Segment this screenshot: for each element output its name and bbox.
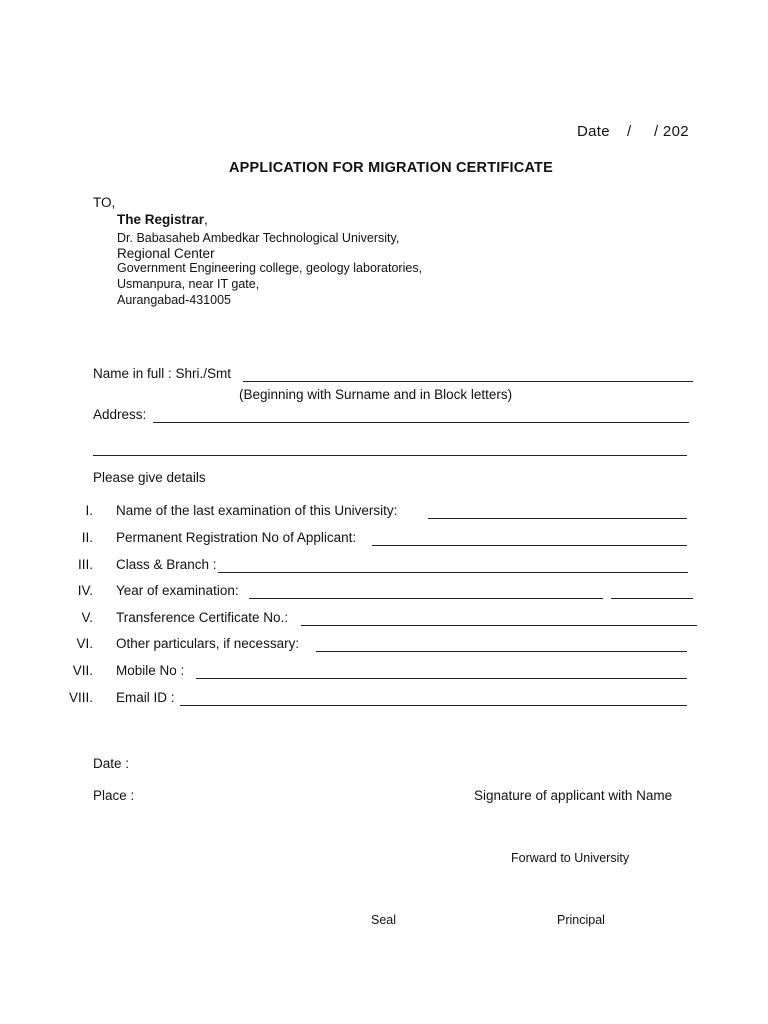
address-line-5: Aurangabad-431005	[117, 293, 231, 307]
forward-label: Forward to University	[511, 851, 630, 865]
registrar-title: The Registrar	[117, 212, 205, 227]
registrar-line	[117, 212, 208, 227]
email-label: Email ID :	[116, 690, 175, 705]
tc-number-field[interactable]	[301, 625, 697, 626]
registrar-comma: ,	[204, 212, 208, 227]
signature-label: Signature of applicant with Name	[474, 788, 673, 803]
name-field[interactable]	[243, 381, 693, 382]
name-hint: (Beginning with Surname and in Block letters)	[239, 387, 513, 402]
to-label: TO,	[93, 195, 116, 210]
address-line-2: Regional Center	[117, 246, 215, 261]
last-exam-field[interactable]	[428, 518, 687, 519]
mobile-field[interactable]	[196, 678, 687, 679]
item-number: VIII.	[68, 690, 93, 705]
prn-field[interactable]	[372, 545, 687, 546]
footer-date-label: Date :	[93, 756, 130, 771]
last-exam-label: Name of the last examination of this University:	[116, 503, 398, 518]
prn-label: Permanent Registration No of Applicant:	[116, 530, 357, 545]
item-number: I.	[85, 503, 93, 518]
other-particulars-field[interactable]	[316, 651, 687, 652]
principal-label: Principal	[557, 913, 605, 927]
item-number: II.	[81, 530, 93, 545]
address-line-1: Dr. Babasaheb Ambedkar Technological University,	[117, 231, 400, 245]
exam-year-label: Year of examination:	[116, 583, 239, 598]
footer-place-label: Place :	[93, 788, 135, 803]
date-header-year: / 202	[654, 123, 689, 140]
date-header-sep-1: /	[627, 123, 632, 140]
exam-year-field-extra[interactable]	[611, 598, 693, 599]
name-label: Name in full : Shri./Smt	[93, 366, 232, 381]
email-field[interactable]	[180, 705, 687, 706]
date-header-label: Date	[577, 123, 610, 140]
document-title: APPLICATION FOR MIGRATION CERTIFICATE	[229, 160, 553, 176]
other-particulars-label: Other particulars, if necessary:	[116, 636, 300, 651]
item-number: VII.	[72, 663, 93, 678]
mobile-label: Mobile No :	[116, 663, 185, 678]
address-field-line-1[interactable]	[153, 422, 689, 423]
class-branch-field[interactable]	[218, 572, 688, 573]
exam-year-field[interactable]	[249, 598, 603, 599]
address-field-line-2[interactable]	[93, 455, 687, 456]
seal-label: Seal	[371, 913, 397, 927]
address-line-4: Usmanpura, near IT gate,	[117, 277, 260, 291]
address-line-3: Government Engineering college, geology laboratories,	[117, 261, 423, 275]
date-header	[577, 123, 610, 140]
tc-number-label: Transference Certificate No.:	[116, 610, 289, 625]
item-number: V.	[81, 610, 93, 625]
details-intro: Please give details	[93, 470, 206, 485]
address-label: Address:	[93, 407, 147, 422]
item-number: IV.	[77, 583, 93, 598]
class-branch-label: Class & Branch :	[116, 557, 217, 572]
item-number: VI.	[76, 636, 93, 651]
item-number: III.	[77, 557, 93, 572]
